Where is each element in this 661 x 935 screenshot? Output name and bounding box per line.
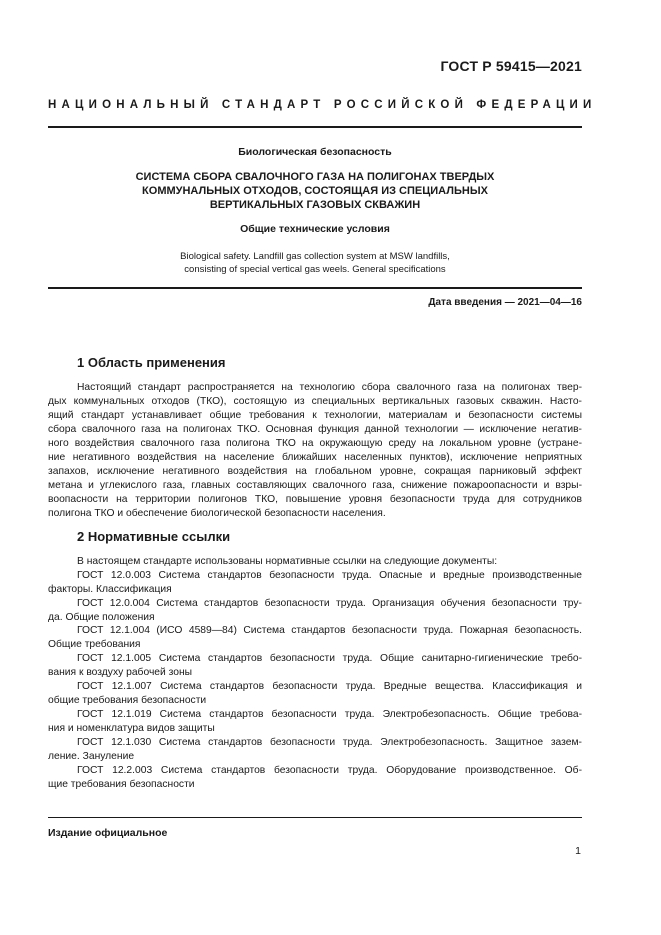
section-1-line: воопасности на территории полигонов ТКО, повышение уровня безопасности труда для сотрудников (48, 494, 582, 505)
edition-label: Издание официальное (48, 827, 168, 839)
header-rule (48, 126, 582, 128)
section-1-line: ящий стандарт устанавливает общие требования к технологии, материалам и безопасности системы (48, 410, 582, 421)
section-1-line: метана и углекислого газа, главных составляющих свалочного газа, снижение пожароопасности и взры- (48, 480, 582, 491)
section-1-line: ного воздействия свалочного газа полигона ТКО на окружающую среду на локальном уровне (устране- (48, 438, 582, 449)
section-2-line: вания к воздуху рабочей зоны (48, 667, 193, 678)
topic-title: Биологическая безопасность (238, 146, 392, 158)
section-1-heading: 1 Область применения (77, 355, 226, 370)
standard-title-line: СИСТЕМА СБОРА СВАЛОЧНОГО ГАЗА НА ПОЛИГОНАХ ТВЕРДЫХ (135, 171, 495, 183)
section-2-line: ГОСТ 12.1.005 Система стандартов безопасности труда. Общие санитарно-гигиенические требо- (77, 653, 582, 664)
footer-rule (48, 817, 582, 818)
section-1-line: запахов, исключение негативного воздействия на глобальном уровне, сокращая парниковый эффект (48, 466, 582, 477)
document-number: ГОСТ Р 59415—2021 (440, 58, 582, 74)
english-title-line: Biological safety. Landfill gas collection system at MSW landfills, (180, 251, 450, 262)
section-2-line: ГОСТ 12.2.003 Система стандартов безопасности труда. Оборудование производственное. Об- (77, 765, 582, 776)
section-2-line: ГОСТ 12.0.004 Система стандартов безопасности труда. Организация обучения безопасности тру- (77, 598, 582, 609)
introduction-date: Дата введения — 2021—04—16 (428, 297, 582, 308)
section-2-line: Общие требования (48, 639, 141, 650)
section-2-line: В настоящем стандарте использованы нормативные ссылки на следующие документы: (77, 556, 498, 567)
title-rule (48, 287, 582, 289)
english-title-line: consisting of special vertical gas weels. General specifications (184, 264, 446, 275)
section-1-line: дых коммунальных отходов (ТКО), состоящую из специальных вертикальных газовых скважин. Насто- (48, 396, 582, 407)
section-1-line: полигона ТКО и обеспечение биологической безопасности населения. (48, 508, 386, 519)
section-2-line: ГОСТ 12.1.004 (ИСО 4589—84) Система стандартов безопасности труда. Пожарная безопасность. (77, 625, 582, 636)
page-number: 1 (575, 845, 581, 857)
section-2-line: ГОСТ 12.1.007 Система стандартов безопасности труда. Вредные вещества. Классификация и (77, 681, 582, 692)
section-2-line: да. Общие положения (48, 612, 155, 623)
section-2-line: ГОСТ 12.1.019 Система стандартов безопасности труда. Электробезопасность. Общие требова- (77, 709, 582, 720)
section-2-line: факторы. Классификация (48, 584, 172, 595)
section-2-line: ния и номенклатура видов защиты (48, 723, 215, 734)
section-2-line: ГОСТ 12.1.030 Система стандартов безопасности труда. Электробезопасность. Защитное зазем- (77, 737, 582, 748)
standard-title-line: КОММУНАЛЬНЫХ ОТХОДОВ, СОСТОЯЩАЯ ИЗ СПЕЦИАЛЬНЫХ (142, 185, 488, 197)
section-2-heading: 2 Нормативные ссылки (77, 529, 231, 544)
section-1-line: Настоящий стандарт распространяется на технологию сбора свалочного газа на полигонах твер- (77, 382, 582, 393)
standard-subtitle: Общие технические условия (240, 223, 390, 235)
section-2-line: щие требования безопасности (48, 779, 195, 790)
section-2-line: ление. Зануление (48, 751, 135, 762)
standard-title-line: ВЕРТИКАЛЬНЫХ ГАЗОВЫХ СКВАЖИН (209, 199, 421, 211)
section-2-line: общие требования безопасности (48, 695, 207, 706)
national-standard-heading: НАЦИОНАЛЬНЫЙ СТАНДАРТ РОССИЙСКОЙ ФЕДЕРАЦИИ (48, 99, 597, 111)
section-1-line: ние негативного воздействия на население ближайших населенных пунктов), исключение неприятных (48, 452, 582, 463)
section-2-line: ГОСТ 12.0.003 Система стандартов безопасности труда. Опасные и вредные производственные (77, 570, 582, 581)
section-1-line: сбора свалочного газа на полигонах ТКО. Основная функция данной технологии — исключение негатив- (48, 424, 582, 435)
